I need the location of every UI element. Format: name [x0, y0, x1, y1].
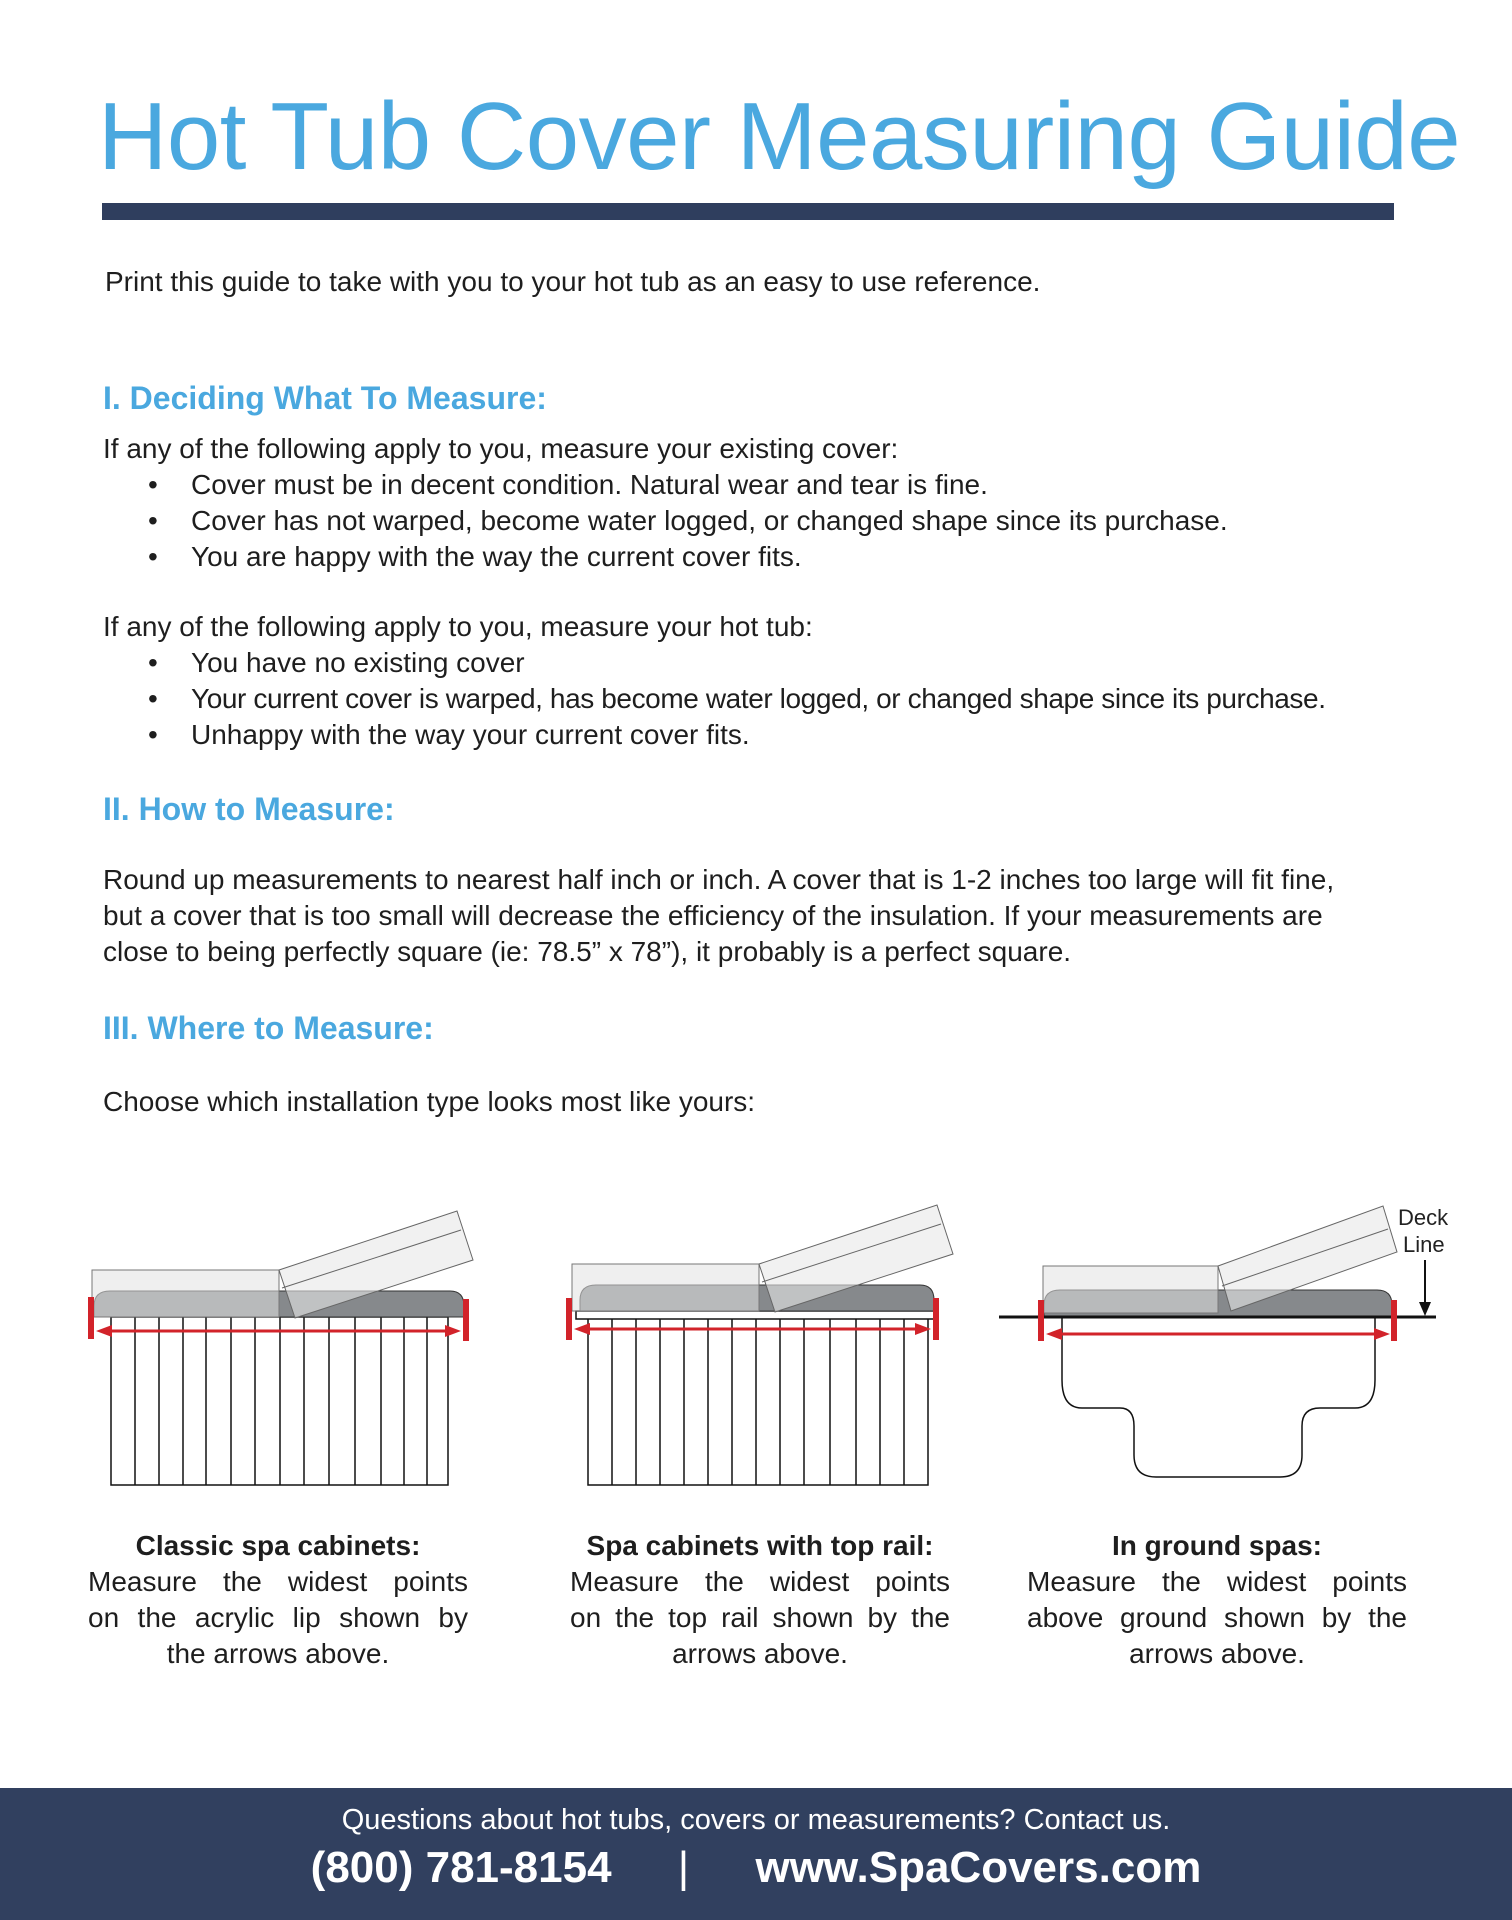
cover-flat-half [572, 1264, 759, 1311]
paragraph-line: close to being perfectly square (ie: 78.5” x 78”), it probably is a perfect square. [103, 936, 1072, 967]
deck-line-arrow-icon [1419, 1260, 1431, 1316]
line-label: Line [1403, 1232, 1445, 1257]
caption-classic-spa [88, 1528, 468, 1672]
tub-intro: If any of the following apply to you, measure your hot tub: [103, 611, 813, 642]
contact-line [0, 1843, 1512, 1893]
contact-footer [0, 1788, 1512, 1920]
separator: | [677, 1843, 690, 1892]
list-item: • You have no existing cover [103, 645, 1326, 681]
classic-spa-cabinet-diagram [60, 1180, 510, 1510]
caption-line: arrows above. [672, 1638, 848, 1669]
intro-text: Print this guide to take with you to your hot tub as an easy to use reference. [105, 266, 1041, 297]
caption-line: above ground shown by the [1027, 1602, 1407, 1633]
cover-bullet-list [103, 467, 1228, 575]
cabinet-panels [588, 1317, 928, 1485]
cover-flat-half [92, 1270, 279, 1317]
section1-heading: I. Deciding What To Measure: [103, 380, 547, 416]
caption-line: Measure the widest points [570, 1566, 950, 1597]
paragraph-line: but a cover that is too small will decrease the efficiency of the insulation. If your measurements are [103, 900, 1323, 931]
tub-bullet-list [103, 645, 1326, 753]
website-link[interactable]: www.SpaCovers.com [755, 1843, 1202, 1892]
paragraph-line: Round up measurements to nearest half inch or inch. A cover that is 1-2 inches too large will fit fine, [103, 864, 1335, 895]
list-item: • Cover has not warped, become water logged, or changed shape since its purchase. [103, 503, 1228, 539]
section3-heading: III. Where to Measure: [103, 1010, 434, 1046]
section3-intro: Choose which installation type looks most like yours: [103, 1086, 756, 1117]
caption-line: on the acrylic lip shown by [88, 1602, 468, 1633]
caption-line: arrows above. [1129, 1638, 1305, 1669]
page-title: Hot Tub Cover Measuring Guide [98, 83, 1461, 190]
caption-line: Measure the widest points [1027, 1566, 1407, 1597]
in-ground-spa-diagram [980, 1180, 1460, 1510]
deck-label: Deck [1398, 1205, 1449, 1230]
title-divider [102, 203, 1394, 220]
contact-question: Questions about hot tubs, covers or measurements? Contact us. [341, 1804, 1171, 1836]
caption-in-ground-spa [1027, 1528, 1407, 1672]
list-item: • Unhappy with the way your current cover fits. [103, 717, 1326, 753]
cover-flat-half [1043, 1266, 1218, 1313]
caption-line: on the top rail shown by the [570, 1602, 950, 1633]
top-rail [576, 1311, 938, 1319]
tub-outline [1062, 1317, 1375, 1477]
list-item: • Your current cover is warped, has become water logged, or changed shape since its purchase. [103, 681, 1326, 717]
caption-title: Classic spa cabinets: [135, 1530, 421, 1561]
list-item: • Cover must be in decent condition. Natural wear and tear is fine. [103, 467, 1228, 503]
cover-intro: If any of the following apply to you, measure your existing cover: [103, 433, 899, 464]
list-item: • You are happy with the way the current cover fits. [103, 539, 1228, 575]
caption-title: In ground spas: [1112, 1530, 1322, 1561]
top-rail-spa-cabinet-diagram [540, 1174, 990, 1504]
cabinet-panels [111, 1317, 448, 1485]
caption-line: the arrows above. [166, 1638, 390, 1669]
caption-line: Measure the widest points [88, 1566, 468, 1597]
section2-paragraph [103, 862, 1334, 970]
phone-number[interactable]: (800) 781-8154 [310, 1843, 612, 1892]
caption-title: Spa cabinets with top rail: [586, 1530, 934, 1561]
section2-heading: II. How to Measure: [103, 791, 395, 827]
caption-top-rail-spa [570, 1528, 950, 1672]
